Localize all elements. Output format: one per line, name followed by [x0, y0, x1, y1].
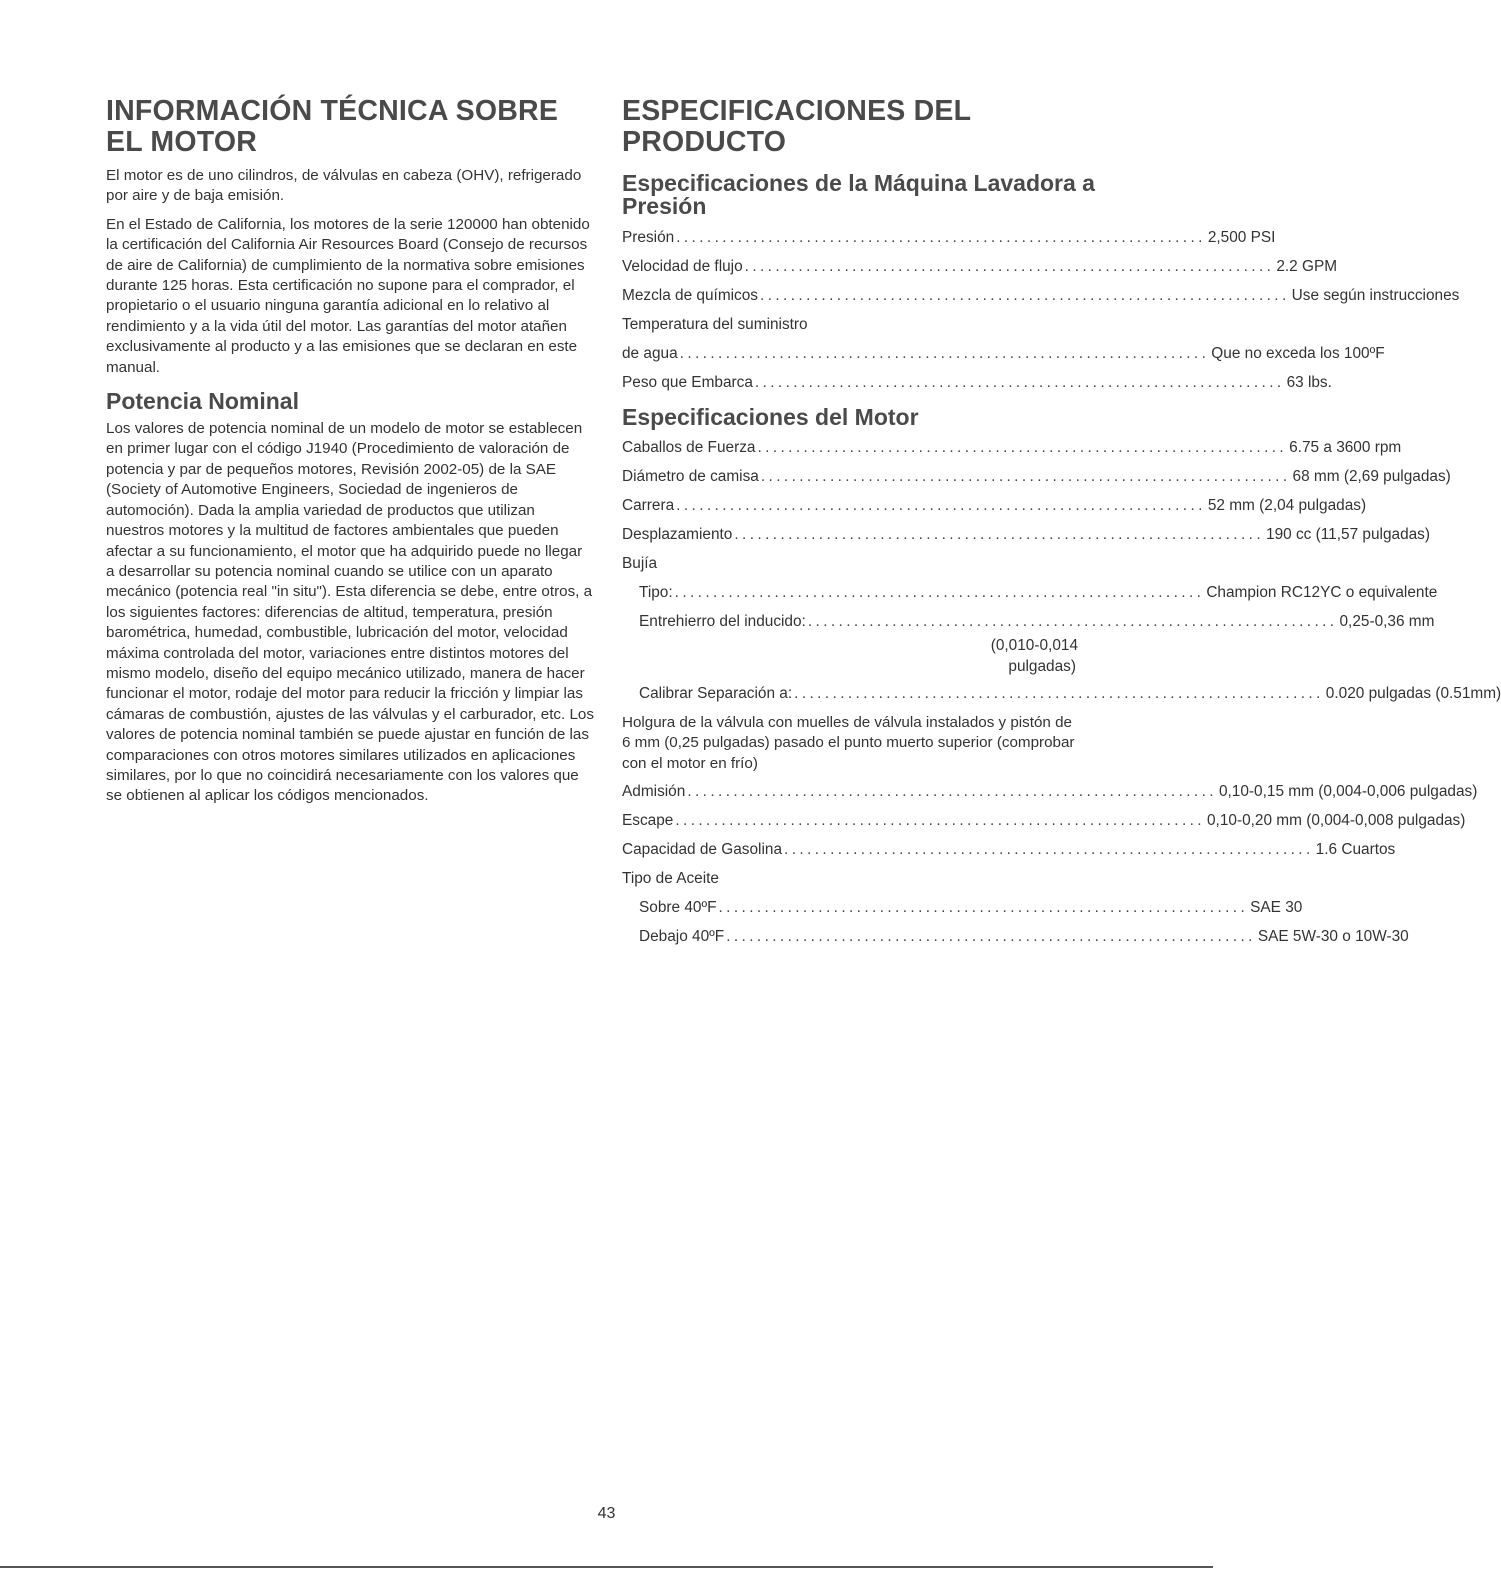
spec-label: Escape: [622, 812, 674, 830]
spec-row-gasolina: [622, 840, 1396, 869]
spec-row-agua: [622, 344, 1385, 373]
spec-label: Debajo 40ºF: [639, 928, 725, 946]
right-column: [622, 95, 1501, 956]
spec-row-admision: [622, 782, 1478, 811]
spec-label: Carrera: [622, 497, 675, 514]
spec-label: Admisión: [622, 783, 686, 801]
leader-dots: .....................................................................: [807, 613, 1338, 630]
bottom-rule: [0, 1566, 1213, 1568]
spec-value: Use según instrucciones: [1291, 287, 1460, 304]
spec-value: 6.75 a 3600 rpm: [1289, 439, 1402, 456]
spec-value: 0.020 pulgadas (0.51mm): [1325, 685, 1501, 702]
power-rating-paragraph: Los valores de potencia nominal de un modelo de motor se establecen en primer lugar con el código J1940 (Procedimiento de valoración de potencia y par de pequeños motores, Revisión 2002-05) de la SAE (Society of Automotive Engineers, Sociedad de ingenieros de automoción). Dada la amplia variedad de productos que utilizan nuestros motores y la multitud de factores ambientales que pueden afectar a su funcionamiento, el motor que ha adquirido puede no llegar a desarrollar su potencia nominal cuando se utilice con un aparato mecánico (potencia real "in situ"). Esta diferencia se debe, entre otros, a los siguientes factores: diferencias de altitud, temperatura, presión barométrica, humedad, combustible, lubricación del motor, velocidad máxima controlada del motor, variaciones entre distintos motores del mismo modelo, diseño del equipo mecánico utilizado, manera de hacer funcionar el motor, rodaje del motor para reducir la fricción y limpiar las cámaras de combustión, ajustes de las válvulas y el carburador, etc. Los valores de potencia nominal también se puede ajustar en función de las comparaciones con otros motores similares utilizados en aplicaciones similares, por lo que no coincidirá necesariamente con los valores que se obtienen al aplicar los códigos mencionados.: [106, 420, 594, 805]
spec-value: 52 mm (2,04 pulgadas): [1207, 497, 1367, 514]
spec-row-diametro: [622, 467, 1451, 496]
leader-dots: .....................................................................: [676, 497, 1206, 514]
engine-intro-paragraph: El motor es de uno cilindros, de válvulas en cabeza (OHV), refrigerado por aire y de baja emisión.: [106, 167, 582, 205]
spec-row-temperatura: Temperatura del suministro: [622, 316, 808, 333]
leader-dots: .....................................................................: [744, 258, 1275, 275]
leader-dots: .....................................................................: [760, 468, 1291, 485]
spec-value: SAE 5W-30 o 10W-30: [1257, 928, 1409, 946]
spec-row-flujo: [622, 257, 1338, 286]
california-paragraph: En el Estado de California, los motores de la serie 120000 han obtenido la certificación del California Air Resources Board (Consejo de recursos de aire de California) de cumplimiento de la normativa sobre emisiones durante 125 horas. Esta certificación no supone para el comprador, el propietario o el usuario ninguna garantía adicional en lo relativo al rendimiento y a la vida útil del motor. Las garantías del motor atañen exclusivamente al producto y a las emisiones que se declaran en este manual.: [106, 215, 590, 376]
spec-row-bujia: Bujía: [622, 555, 658, 572]
spec-row-tipo: [622, 583, 1438, 612]
spec-row-presion: [622, 228, 1276, 257]
leader-dots: .....................................................................: [679, 345, 1210, 362]
spec-row-caballos: [622, 438, 1402, 467]
spec-label: Velocidad de flujo: [622, 258, 743, 275]
spec-value: 2,500 PSI: [1207, 229, 1276, 246]
leader-dots: .....................................................................: [734, 526, 1265, 543]
spec-label: Caballos de Fuerza: [622, 439, 756, 456]
spec-value: Que no exceda los 100ºF: [1211, 345, 1385, 362]
spec-row-escape: [622, 811, 1466, 840]
leader-dots: .....................................................................: [676, 229, 1206, 246]
leader-dots: .....................................................................: [675, 812, 1205, 830]
spec-value: 0,10-0,15 mm (0,004-0,006 pulgadas): [1218, 783, 1478, 801]
spec-row-desplazamiento: [622, 525, 1431, 554]
spec-label: Sobre 40ºF: [639, 899, 717, 917]
spec-row-mezcla: [622, 286, 1460, 315]
leader-dots: .....................................................................: [718, 899, 1249, 917]
spec-row-sobre: [622, 898, 1303, 927]
washer-specs-heading: Especificaciones de la Máquina Lavadora a Presión: [622, 170, 1095, 219]
leader-dots: .....................................................................: [687, 783, 1217, 801]
spec-value: SAE 30: [1250, 899, 1303, 917]
motor-specs-heading: Especificaciones del Motor: [622, 404, 919, 430]
spec-label: Capacidad de Gasolina: [622, 841, 783, 859]
leader-dots: .....................................................................: [754, 374, 1285, 391]
spec-value: 2.2 GPM: [1276, 258, 1338, 275]
spec-value: 190 cc (11,57 pulgadas): [1266, 526, 1431, 543]
leader-dots: .....................................................................: [784, 841, 1314, 859]
spec-row-calibrar: [622, 684, 1501, 713]
spec-label: Tipo:: [639, 584, 673, 601]
spec-value: 68 mm (2,69 pulgadas): [1292, 468, 1451, 485]
spec-row-aceite: Tipo de Aceite: [622, 870, 719, 888]
leader-dots: .....................................................................: [794, 685, 1324, 702]
spec-row-carrera: [622, 496, 1367, 525]
left-column: [106, 96, 594, 815]
spec-label: Diámetro de camisa: [622, 468, 759, 485]
spec-row-debajo: [622, 927, 1409, 956]
engine-info-title: INFORMACIÓN TÉCNICA SOBRE EL MOTOR: [106, 95, 559, 158]
leader-dots: .....................................................................: [674, 584, 1205, 601]
power-rating-heading: Potencia Nominal: [106, 388, 299, 415]
page-number: 43: [597, 1505, 616, 1522]
product-specs-title: ESPECIFICACIONES DEL PRODUCTO: [622, 95, 971, 158]
spec-label: de agua: [622, 345, 678, 362]
spec-row-entrehierro: [622, 612, 1435, 633]
spec-label: Entrehierro del inducido:: [639, 613, 806, 630]
spec-label: Calibrar Separación a:: [639, 685, 793, 702]
entrehierro-continuation-2: pulgadas): [1008, 658, 1076, 675]
spec-value: Champion RC12YC o equivalente: [1206, 584, 1438, 601]
leader-dots: .....................................................................: [726, 928, 1256, 946]
spec-label: Peso que Embarca: [622, 374, 753, 391]
spec-value: 63 lbs.: [1286, 374, 1332, 391]
spec-value: 0,10-0,20 mm (0,004-0,008 pulgadas): [1207, 812, 1466, 830]
spec-row-peso: [622, 373, 1332, 402]
leader-dots: .....................................................................: [760, 287, 1290, 304]
spec-label: Mezcla de químicos: [622, 287, 759, 304]
holgura-paragraph: Holgura de la válvula con muelles de válvula instalados y pistón de 6 mm (0,25 pulgadas) pasado el punto muerto superior (comprobar con el motor en frío): [622, 714, 1075, 772]
spec-label: Desplazamiento: [622, 526, 733, 543]
spec-value: 0,25-0,36 mm: [1339, 613, 1435, 630]
spec-label: Presión: [622, 229, 675, 246]
spec-value: 1.6 Cuartos: [1315, 841, 1396, 859]
leader-dots: .....................................................................: [757, 439, 1288, 456]
entrehierro-continuation-1: (0,010-0,014: [990, 637, 1078, 654]
